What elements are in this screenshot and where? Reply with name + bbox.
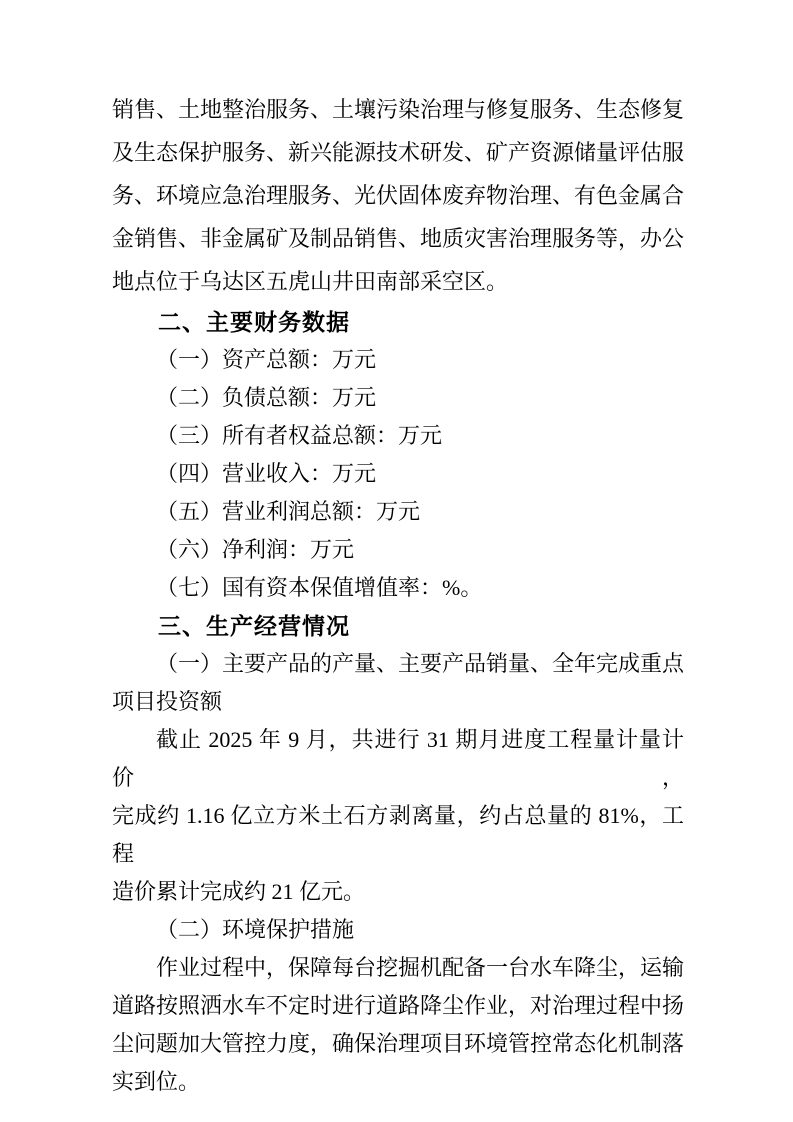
list-item-total-liabilities: （二）负债总额：万元 [156,385,377,410]
text-line: 销售、土地整治服务、土壤污染治理与修复服务、生态修复 [112,97,685,122]
paragraph-environment [112,949,684,1101]
text-line: 造价累计完成约 21 亿元。 [112,879,366,904]
text-line: 及生态保护服务、新兴能源技术研发、矿产资源储量评估服 [112,140,685,165]
paragraph-products [112,645,684,721]
list-item-owner-equity: （三）所有者权益总额：万元 [156,423,443,448]
text-line: 道路按照洒水车不定时进行道路降尘作业，对治理过程中扬 [112,993,685,1018]
text-line: 作业过程中，保障每台挖掘机配备一台水车降尘，运输 [156,955,685,980]
section-heading-finance: 二、主要财务数据 [158,309,350,335]
text-line: （一）主要产品的产量、主要产品销量、全年完成重点 [156,651,685,676]
text-line: 尘问题加大管控力度，确保治理项目环境管控常态化机制落 [112,1031,685,1056]
document-content [112,88,684,1101]
section-heading-operations: 三、生产经营情况 [158,613,350,639]
list-item-net-profit: （六）净利润：万元 [156,537,355,562]
text-line: 务、环境应急治理服务、光伏固体废弃物治理、有色金属合 [112,183,685,208]
text-line: 完成约 1.16 亿立方米土石方剥离量，约占总量的 81%，工程 [112,803,684,866]
paragraph-business-scope [112,88,684,303]
list-item-capital-preservation-rate: （七）国有资本保值增值率：%。 [156,575,483,600]
text-line: 地点位于乌达区五虎山井田南部采空区。 [112,269,509,294]
text-line: 实到位。 [112,1069,201,1094]
list-item-total-assets: （一）资产总额：万元 [156,347,377,372]
text-line: 金销售、非金属矿及制品销售、地质灾害治理服务等，办公 [112,226,685,251]
list-item-environmental-protection: （二）环境保护措施 [156,917,355,942]
paragraph-progress [112,721,684,911]
list-item-operating-profit: （五）营业利润总额：万元 [156,499,421,524]
text-line: 截止 2025 年 9 月，共进行 31 期月进度工程量计量计价， [112,727,684,790]
text-line: 项目投资额 [112,689,223,714]
list-item-operating-revenue: （四）营业收入：万元 [156,461,377,486]
